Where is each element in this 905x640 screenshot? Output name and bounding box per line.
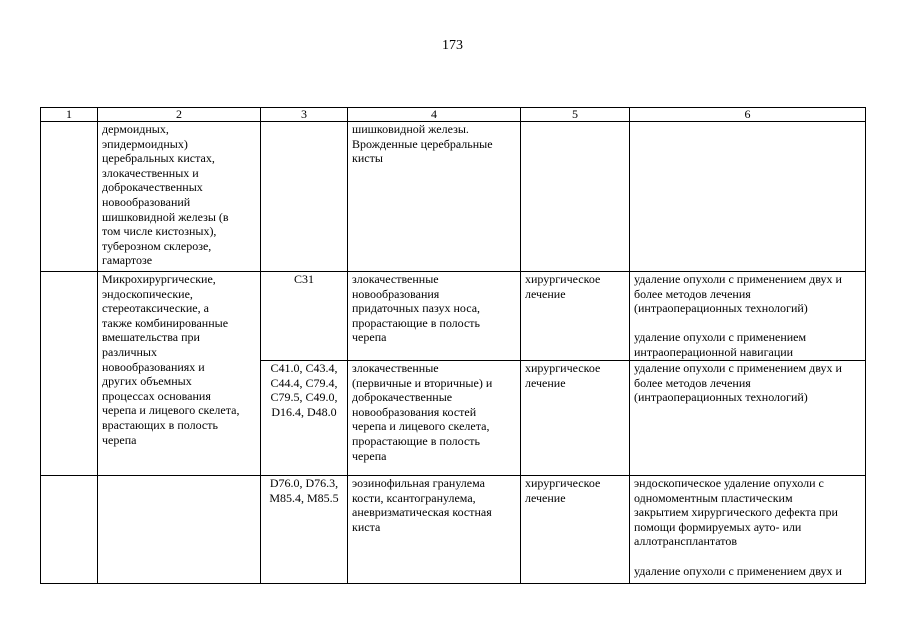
cell-codes: D76.0, D76.3, M85.4, M85.5 xyxy=(261,476,348,584)
cell-method: эндоскопическое удаление опухоли с одномоментным пластическим закрытием хирургического дефекта при помощи формируемых ауто- или аллотрансплантатов удаление опухоли с применением двух и xyxy=(630,476,866,584)
cell-method xyxy=(630,122,866,272)
cell-treatment-type: хирургическое лечение xyxy=(521,361,630,476)
header-cell-1: 1 xyxy=(41,108,98,122)
header-cell-2: 2 xyxy=(98,108,261,122)
cell-method: удаление опухоли с применением двух и более методов лечения (интраоперационных технологий) удаление опухоли с применением интраоперационной навигации xyxy=(630,272,866,361)
cell-codes: C31 xyxy=(261,272,348,361)
table-row xyxy=(41,122,866,272)
table-header-row xyxy=(41,108,866,122)
cell-condition: Микрохирургические, эндоскопические, стереотаксические, а также комбинированные вмешательства при различных новообразованиях и других объемных процессах основания черепа и лицевого скелета, врастающих в полость черепа xyxy=(98,272,261,476)
table-row xyxy=(41,272,866,361)
cell-codes xyxy=(261,122,348,272)
header-cell-3: 3 xyxy=(261,108,348,122)
table-row xyxy=(41,476,866,584)
cell-diagnosis: эозинофильная гранулема кости, ксантогранулема, аневризматическая костная киста xyxy=(348,476,521,584)
cell-treatment-type xyxy=(521,122,630,272)
cell-number xyxy=(41,476,98,584)
header-cell-5: 5 xyxy=(521,108,630,122)
cell-number xyxy=(41,272,98,476)
cell-condition: дермоидных, эпидермоидных) церебральных кистах, злокачественных и доброкачественных новообразований шишковидной железы (в том числе кистозных), туберозном склерозе, гамартозе xyxy=(98,122,261,272)
cell-number xyxy=(41,122,98,272)
cell-diagnosis: злокачественные (первичные и вторичные) и доброкачественные новообразования костей черепа и лицевого скелета, прорастающие в полость черепа xyxy=(348,361,521,476)
header-cell-4: 4 xyxy=(348,108,521,122)
header-cell-6: 6 xyxy=(630,108,866,122)
cell-method: удаление опухоли с применением двух и более методов лечения (интраоперационных технологий) xyxy=(630,361,866,476)
page-number: 173 xyxy=(442,38,463,53)
cell-diagnosis: шишковидной железы. Врожденные церебральные кисты xyxy=(348,122,521,272)
medical-table xyxy=(40,107,866,584)
cell-diagnosis: злокачественные новообразования придаточных пазух носа, прорастающие в полость черепа xyxy=(348,272,521,361)
cell-treatment-type: хирургическое лечение xyxy=(521,476,630,584)
cell-condition xyxy=(98,476,261,584)
cell-codes: C41.0, C43.4, C44.4, C79.4, C79.5, C49.0, D16.4, D48.0 xyxy=(261,361,348,476)
cell-treatment-type: хирургическое лечение xyxy=(521,272,630,361)
